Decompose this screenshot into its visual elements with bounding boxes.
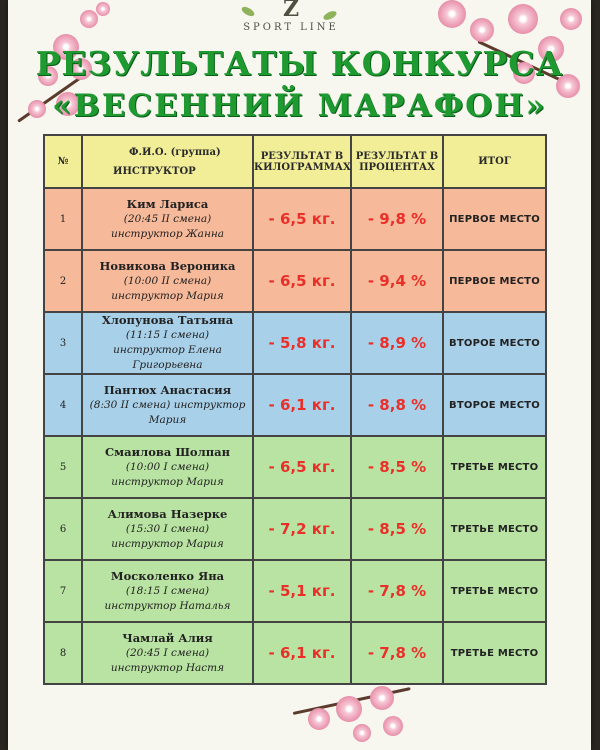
header-pct: РЕЗУЛЬТАТ В ПРОЦЕНТАХ bbox=[351, 135, 443, 188]
result-kg: - 6,5 кг. bbox=[253, 250, 351, 312]
result-percent: - 9,8 % bbox=[351, 188, 443, 250]
participant-name: Пантюх Анастасия bbox=[103, 382, 232, 397]
result-percent: - 8,8 % bbox=[351, 374, 443, 436]
participant-detail: (8:30 II смена) инструктор Мария bbox=[89, 398, 246, 426]
final-place: ТРЕТЬЕ МЕСТО bbox=[443, 622, 546, 684]
result-kg: - 6,5 кг. bbox=[253, 436, 351, 498]
participant-cell bbox=[82, 622, 253, 684]
final-place: ТРЕТЬЕ МЕСТО bbox=[443, 560, 546, 622]
participant-cell bbox=[82, 188, 253, 250]
final-place: ПЕРВОЕ МЕСТО bbox=[443, 250, 546, 312]
row-number: 2 bbox=[44, 250, 82, 312]
header-fio bbox=[82, 135, 253, 188]
row-number: 5 bbox=[44, 436, 82, 498]
final-place: ВТОРОЕ МЕСТО bbox=[443, 312, 546, 374]
row-number: 6 bbox=[44, 498, 82, 560]
result-percent: - 8,5 % bbox=[351, 498, 443, 560]
result-kg: - 6,1 кг. bbox=[253, 622, 351, 684]
final-place: ВТОРОЕ МЕСТО bbox=[443, 374, 546, 436]
table-row bbox=[44, 436, 546, 498]
participant-name: Чамлай Алия bbox=[122, 630, 213, 645]
participant-name: Смаилова Шолпан bbox=[105, 444, 230, 459]
row-number: 3 bbox=[44, 312, 82, 374]
result-kg: - 6,1 кг. bbox=[253, 374, 351, 436]
participant-name: Хлопунова Татьяна bbox=[101, 313, 234, 327]
participant-detail: (18:15 I смена) инструктор Наталья bbox=[104, 584, 231, 612]
table-row bbox=[44, 250, 546, 312]
table-row bbox=[44, 312, 546, 374]
row-number: 8 bbox=[44, 622, 82, 684]
final-place: ТРЕТЬЕ МЕСТО bbox=[443, 436, 546, 498]
row-number: 1 bbox=[44, 188, 82, 250]
table-row bbox=[44, 498, 546, 560]
table-row bbox=[44, 622, 546, 684]
participant-detail: (10:00 II смена) инструктор Мария bbox=[111, 274, 224, 302]
participant-detail: (20:45 I смена) инструктор Настя bbox=[110, 646, 225, 674]
participant-detail: (11:15 I смена) инструктор Елена Григорьевна bbox=[113, 329, 222, 371]
participant-detail: (20:45 II смена) инструктор Жанна bbox=[110, 212, 225, 240]
header-fio-bottom: ИНСТРУКТОР bbox=[113, 165, 196, 177]
table-header-row bbox=[44, 135, 546, 188]
participant-cell bbox=[82, 250, 253, 312]
participant-cell bbox=[82, 560, 253, 622]
result-percent: - 7,8 % bbox=[351, 560, 443, 622]
sport-line-logo: Z SPORT LINE bbox=[231, 0, 351, 38]
result-percent: - 9,4 % bbox=[351, 250, 443, 312]
results-table bbox=[43, 134, 547, 685]
participant-cell bbox=[82, 498, 253, 560]
table-row bbox=[44, 188, 546, 250]
header-fio-top: Ф.И.О. (группа) bbox=[129, 146, 221, 158]
result-kg: - 5,1 кг. bbox=[253, 560, 351, 622]
final-place: ПЕРВОЕ МЕСТО bbox=[443, 188, 546, 250]
result-kg: - 5,8 кг. bbox=[253, 312, 351, 374]
participant-detail: (15:30 I смена) инструктор Мария bbox=[111, 522, 224, 550]
participant-name: Москоленко Яна bbox=[110, 568, 225, 583]
page-subtitle: «ВЕСЕННИЙ МАРАФОН» bbox=[52, 88, 547, 124]
result-kg: - 6,5 кг. bbox=[253, 188, 351, 250]
table-row bbox=[44, 374, 546, 436]
row-number: 7 bbox=[44, 560, 82, 622]
participant-cell bbox=[82, 374, 253, 436]
header-result: ИТОГ bbox=[443, 135, 546, 188]
table-row bbox=[44, 560, 546, 622]
result-percent: - 8,9 % bbox=[351, 312, 443, 374]
final-place: ТРЕТЬЕ МЕСТО bbox=[443, 498, 546, 560]
participant-detail: (10:00 I смена) инструктор Мария bbox=[111, 460, 224, 488]
page-title: РЕЗУЛЬТАТЫ КОНКУРСА bbox=[35, 44, 564, 83]
result-percent: - 8,5 % bbox=[351, 436, 443, 498]
result-percent: - 7,8 % bbox=[351, 622, 443, 684]
participant-cell bbox=[82, 436, 253, 498]
participant-name: Алимова Назерке bbox=[107, 506, 228, 521]
participant-cell bbox=[82, 312, 253, 374]
header-kg: РЕЗУЛЬТАТ В КИЛОГРАММАХ bbox=[253, 135, 351, 188]
participant-name: Новикова Вероника bbox=[99, 258, 236, 273]
result-kg: - 7,2 кг. bbox=[253, 498, 351, 560]
row-number: 4 bbox=[44, 374, 82, 436]
header-num: № bbox=[44, 135, 82, 188]
participant-name: Ким Лариса bbox=[126, 196, 209, 211]
